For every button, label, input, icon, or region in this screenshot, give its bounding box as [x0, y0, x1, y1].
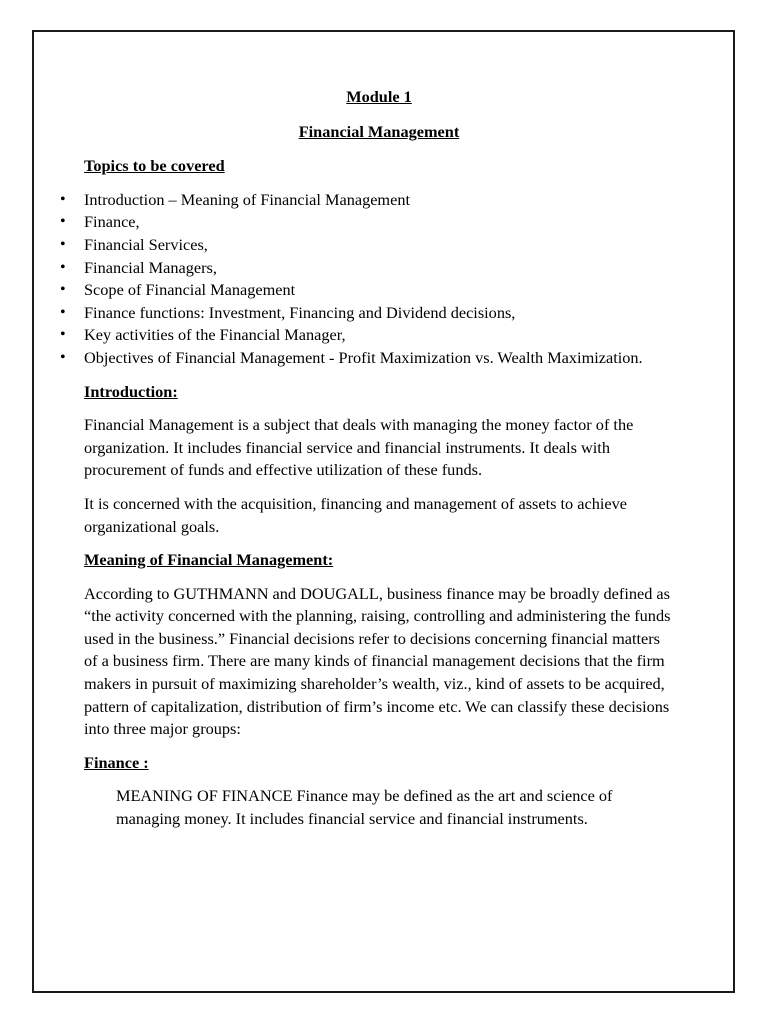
- list-item: [60, 302, 674, 325]
- bullet-icon: •: [60, 303, 66, 321]
- topic-text: Finance functions: Investment, Financing and Dividend decisions,: [84, 302, 516, 322]
- list-item: [60, 324, 674, 347]
- bullet-icon: •: [60, 190, 66, 208]
- bullet-icon: •: [60, 326, 66, 344]
- introduction-paragraph: Financial Management is a subject that deals with managing the money factor of the organization. It includes financial service and financial instruments. It deals with procurement of funds and effective utilization of these funds.: [84, 415, 634, 480]
- subject-title: Financial Management: [298, 121, 460, 141]
- topics-heading: Topics to be covered: [84, 156, 225, 176]
- bullet-icon: •: [60, 281, 66, 299]
- introduction-heading: Introduction:: [84, 381, 178, 401]
- list-item: [60, 234, 674, 257]
- topic-text: Finance,: [84, 212, 140, 232]
- meaning-heading: Meaning of Financial Management:: [84, 550, 334, 570]
- bullet-icon: •: [60, 235, 66, 253]
- finance-heading: Finance :: [84, 752, 149, 772]
- topic-text: Objectives of Financial Management - Profit Maximization vs. Wealth Maximization.: [84, 347, 643, 367]
- list-item: [60, 211, 674, 234]
- finance-paragraph: MEANING OF FINANCE Finance may be defined as the art and science of managing money. It includes financial service and financial instruments.: [116, 786, 613, 829]
- module-title: Module 1: [346, 87, 412, 106]
- meaning-paragraph: According to GUTHMANN and DOUGALL, business finance may be broadly defined as “the activity concerned with the planning, raising, controlling and administering the funds used in the business.” Financial decisions refer to decisions concerning financial matters of a business firm. There are many kinds of financial management decisions that the firm makers in pursuit of maximizing shareholder’s wealth, viz., kind of assets to be acquired, pattern of capitalization, distribution of firm’s income etc. We can classify these decisions into three major groups:: [84, 583, 671, 739]
- topic-text: Financial Managers,: [84, 257, 217, 277]
- list-item: [60, 347, 674, 370]
- list-item: [60, 257, 674, 280]
- list-item: [60, 189, 674, 212]
- bullet-icon: •: [60, 258, 66, 276]
- bullet-icon: •: [60, 348, 66, 366]
- list-item: [60, 279, 674, 302]
- topics-list: [60, 189, 674, 370]
- topic-text: Key activities of the Financial Manager,: [84, 325, 346, 345]
- document-body: [60, 86, 674, 831]
- bullet-icon: •: [60, 213, 66, 231]
- topic-text: Scope of Financial Management: [84, 280, 296, 300]
- topic-text: Introduction – Meaning of Financial Management: [84, 189, 410, 209]
- introduction-paragraph: It is concerned with the acquisition, financing and management of assets to achieve organizational goals.: [84, 493, 627, 536]
- topic-text: Financial Services,: [84, 234, 208, 254]
